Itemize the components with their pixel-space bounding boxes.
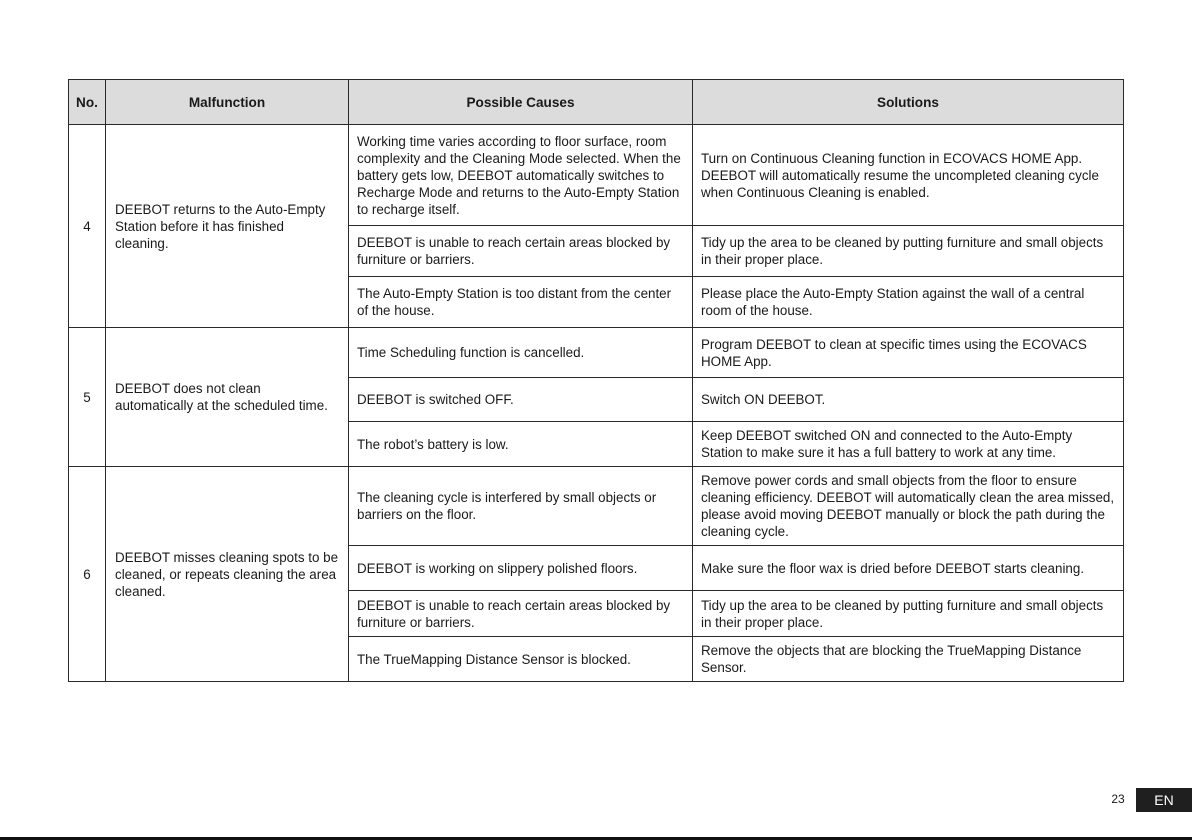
solution-cell: Tidy up the area to be cleaned by putting furniture and small objects in their proper place. <box>693 591 1124 637</box>
row-number: 5 <box>69 328 106 467</box>
malfunction-cell: DEEBOT returns to the Auto-Empty Station before it has finished cleaning. <box>106 125 349 328</box>
table-row <box>69 125 1124 226</box>
cause-cell: Time Scheduling function is cancelled. <box>349 328 693 378</box>
solution-cell: Remove power cords and small objects from the floor to ensure cleaning efficiency. DEEBOT will automatically clean the area missed, please avoid moving DEEBOT manually or block the path during the cleaning cycle. <box>693 467 1124 546</box>
header-solutions: Solutions <box>693 80 1124 125</box>
language-badge: EN <box>1136 788 1192 812</box>
solution-cell: Keep DEEBOT switched ON and connected to the Auto-Empty Station to make sure it has a full battery to work at any time. <box>693 422 1124 467</box>
malfunction-cell: DEEBOT does not clean automatically at the scheduled time. <box>106 328 349 467</box>
troubleshooting-table <box>68 79 1124 682</box>
header-no: No. <box>69 80 106 125</box>
page-number: 23 <box>1111 792 1125 806</box>
solution-cell: Program DEEBOT to clean at specific times using the ECOVACS HOME App. <box>693 328 1124 378</box>
header-possible-causes: Possible Causes <box>349 80 693 125</box>
cause-cell: Working time varies according to floor surface, room complexity and the Cleaning Mode selected. When the battery gets low, DEEBOT automatically switches to Recharge Mode and returns to the Auto-Empty Station to recharge itself. <box>349 125 693 226</box>
solution-cell: Remove the objects that are blocking the TrueMapping Distance Sensor. <box>693 637 1124 682</box>
table-row <box>69 467 1124 546</box>
cause-cell: The robot’s battery is low. <box>349 422 693 467</box>
row-number: 6 <box>69 467 106 682</box>
cause-cell: DEEBOT is unable to reach certain areas blocked by furniture or barriers. <box>349 226 693 277</box>
table-header-row <box>69 80 1124 125</box>
malfunction-cell: DEEBOT misses cleaning spots to be cleaned, or repeats cleaning the area cleaned. <box>106 467 349 682</box>
cause-cell: DEEBOT is unable to reach certain areas blocked by furniture or barriers. <box>349 591 693 637</box>
cause-cell: DEEBOT is working on slippery polished floors. <box>349 546 693 591</box>
row-number: 4 <box>69 125 106 328</box>
solution-cell: Make sure the floor wax is dried before DEEBOT starts cleaning. <box>693 546 1124 591</box>
cause-cell: The Auto-Empty Station is too distant from the center of the house. <box>349 277 693 328</box>
cause-cell: DEEBOT is switched OFF. <box>349 378 693 422</box>
solution-cell: Switch ON DEEBOT. <box>693 378 1124 422</box>
table-row <box>69 328 1124 378</box>
solution-cell: Turn on Continuous Cleaning function in ECOVACS HOME App. DEEBOT will automatically resume the uncompleted cleaning cycle when Continuous Cleaning is enabled. <box>693 125 1124 226</box>
header-malfunction: Malfunction <box>106 80 349 125</box>
cause-cell: The TrueMapping Distance Sensor is blocked. <box>349 637 693 682</box>
solution-cell: Please place the Auto-Empty Station against the wall of a central room of the house. <box>693 277 1124 328</box>
solution-cell: Tidy up the area to be cleaned by putting furniture and small objects in their proper place. <box>693 226 1124 277</box>
cause-cell: The cleaning cycle is interfered by small objects or barriers on the floor. <box>349 467 693 546</box>
